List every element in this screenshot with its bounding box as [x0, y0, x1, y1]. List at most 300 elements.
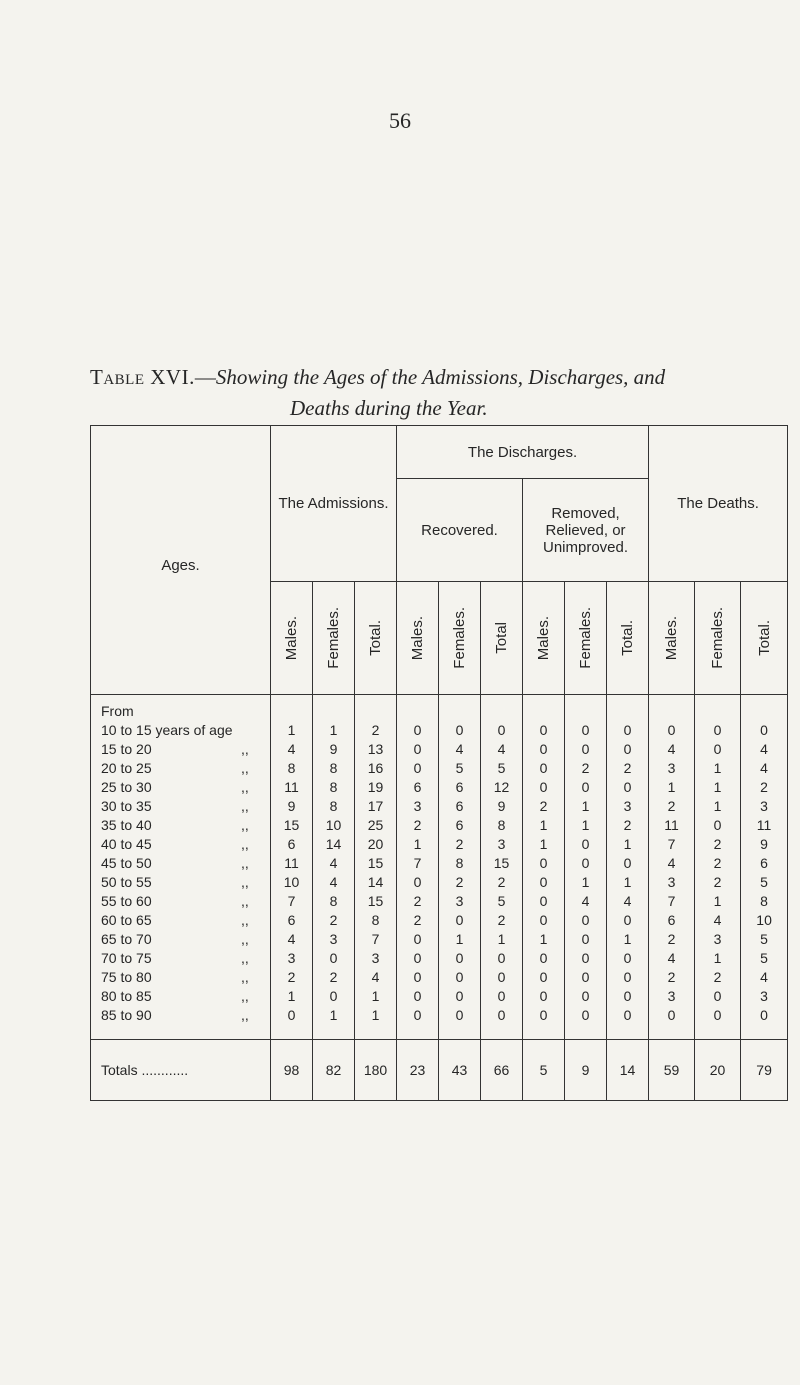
table-cell: 0: [523, 721, 565, 740]
table-cell: 0: [481, 721, 523, 740]
table-cell: 0: [313, 987, 355, 1006]
table-cell: 4: [481, 740, 523, 759]
table-row: [91, 816, 788, 835]
table-cell: 2: [313, 911, 355, 930]
header-admissions: The Admissions.: [271, 426, 397, 582]
age-range-cell: [91, 892, 271, 911]
table-row: [91, 721, 788, 740]
table-cell: 3: [271, 949, 313, 968]
table-cell: 0: [565, 911, 607, 930]
header-removed: Removed, Relieved, or Unimproved.: [523, 479, 649, 582]
age-range-cell: [91, 987, 271, 1006]
from-row: [91, 695, 788, 722]
table-cell: 9: [481, 797, 523, 816]
totals-row: [91, 1040, 788, 1101]
table-cell: 2: [397, 911, 439, 930]
table-cell: 8: [313, 759, 355, 778]
table-cell: 8: [439, 854, 481, 873]
header-row-columns: [91, 582, 788, 695]
age-range-cell: [91, 740, 271, 759]
table-cell: 0: [397, 930, 439, 949]
table-cell: 1: [695, 892, 741, 911]
table-cell: 1: [607, 873, 649, 892]
table-cell: 2: [271, 968, 313, 987]
table-cell: 1: [271, 721, 313, 740]
ditto-mark: ,,: [241, 874, 249, 890]
table-cell: 2: [523, 797, 565, 816]
table-cell: 0: [565, 930, 607, 949]
table-cell: 2: [695, 854, 741, 873]
table-cell: 0: [439, 721, 481, 740]
table-cell: 1: [271, 987, 313, 1006]
table-cell: 0: [695, 987, 741, 1006]
table-body: [91, 695, 788, 1101]
table-cell: 9: [741, 835, 788, 854]
totals-cell: 66: [481, 1040, 523, 1101]
ditto-mark: ,,: [241, 855, 249, 871]
age-range-label: 25 to 30: [101, 779, 152, 795]
table-cell: 1: [649, 778, 695, 797]
table-cell: 0: [313, 949, 355, 968]
totals-cell: 180: [355, 1040, 397, 1101]
table-cell: 1: [523, 835, 565, 854]
age-range-cell: [91, 949, 271, 968]
table-cell: 2: [695, 968, 741, 987]
table-row: [91, 778, 788, 797]
table-cell: 4: [649, 949, 695, 968]
ditto-mark: ,,: [241, 950, 249, 966]
table-cell: 11: [271, 854, 313, 873]
col-rec-total: Total: [493, 622, 510, 654]
header-deaths: The Deaths.: [649, 426, 788, 582]
age-range-cell: [91, 816, 271, 835]
age-range-label: 75 to 80: [101, 969, 152, 985]
table-caption-desc-line1: Showing the Ages of the Admissions, Discharges, and: [215, 365, 666, 389]
table-cell: 1: [695, 778, 741, 797]
table-cell: 0: [397, 1006, 439, 1025]
table-cell: 0: [607, 949, 649, 968]
table-row: [91, 949, 788, 968]
table-cell: 4: [313, 854, 355, 873]
table-cell: 4: [741, 759, 788, 778]
header-ages-spacer: [91, 582, 271, 695]
table-cell: 1: [607, 930, 649, 949]
table-cell: 0: [523, 987, 565, 1006]
table-cell: 2: [649, 797, 695, 816]
table-cell: 6: [649, 911, 695, 930]
col-rec-females: Females.: [451, 607, 468, 669]
table-cell: 6: [439, 797, 481, 816]
table-cell: 0: [397, 968, 439, 987]
table-cell: 7: [271, 892, 313, 911]
table-cell: 7: [397, 854, 439, 873]
col-rem-males: Males.: [535, 615, 552, 661]
table-cell: 10: [271, 873, 313, 892]
table-cell: 0: [439, 987, 481, 1006]
table-cell: 1: [439, 930, 481, 949]
table-cell: 8: [741, 892, 788, 911]
table-cell: 1: [565, 873, 607, 892]
table-cell: 0: [439, 968, 481, 987]
table-cell: 4: [695, 911, 741, 930]
table-cell: 2: [439, 835, 481, 854]
ditto-mark: ,,: [241, 741, 249, 757]
table-cell: 2: [649, 930, 695, 949]
table-cell: 0: [439, 1006, 481, 1025]
age-range-label: 85 to 90: [101, 1007, 152, 1023]
table-cell: 8: [355, 911, 397, 930]
age-range-label: 20 to 25: [101, 760, 152, 776]
table-caption-lead: Table XVI.: [90, 365, 195, 389]
ditto-mark: ,,: [241, 893, 249, 909]
table-cell: 0: [397, 721, 439, 740]
table-cell: 11: [649, 816, 695, 835]
table-cell: 0: [565, 740, 607, 759]
table-cell: 1: [397, 835, 439, 854]
age-range-cell: [91, 968, 271, 987]
table-cell: 6: [397, 778, 439, 797]
table-cell: 0: [607, 911, 649, 930]
table-cell: 0: [397, 740, 439, 759]
table-cell: 2: [313, 968, 355, 987]
table-cell: 2: [565, 759, 607, 778]
table-cell: 2: [397, 816, 439, 835]
table-cell: 15: [355, 854, 397, 873]
col-dea-males: Males.: [663, 615, 681, 661]
table-cell: 0: [523, 740, 565, 759]
table-cell: 12: [481, 778, 523, 797]
table-cell: 2: [439, 873, 481, 892]
age-range-label: 35 to 40: [101, 817, 152, 833]
table-cell: 3: [695, 930, 741, 949]
age-range-cell: [91, 911, 271, 930]
table-cell: 5: [481, 759, 523, 778]
table-cell: 3: [607, 797, 649, 816]
col-rec-males: Males.: [409, 615, 426, 661]
from-label: From: [91, 695, 271, 722]
totals-cell: 98: [271, 1040, 313, 1101]
table-cell: 4: [565, 892, 607, 911]
ditto-mark: ,,: [241, 779, 249, 795]
table-cell: 0: [523, 949, 565, 968]
table-cell: 0: [439, 949, 481, 968]
table-cell: 15: [481, 854, 523, 873]
table-cell: 0: [565, 968, 607, 987]
table-cell: 4: [271, 740, 313, 759]
table-cell: 4: [607, 892, 649, 911]
table-cell: 0: [607, 854, 649, 873]
table-cell: 1: [695, 759, 741, 778]
table-cell: 11: [741, 816, 788, 835]
table-cell: 5: [439, 759, 481, 778]
table-cell: 1: [565, 816, 607, 835]
table-cell: 2: [607, 816, 649, 835]
table-cell: 2: [695, 835, 741, 854]
totals-cell: 23: [397, 1040, 439, 1101]
table-cell: 15: [271, 816, 313, 835]
table-cell: 0: [565, 987, 607, 1006]
col-dea-females: Females.: [709, 607, 727, 669]
table-cell: 9: [271, 797, 313, 816]
col-rem-total: Total.: [619, 620, 637, 656]
table-cell: 1: [523, 816, 565, 835]
header-ages: Ages.: [91, 426, 271, 582]
age-range-label: 45 to 50: [101, 855, 152, 871]
table-cell: 0: [565, 854, 607, 873]
table-cell: 8: [481, 816, 523, 835]
table-cell: 3: [397, 797, 439, 816]
table-cell: 0: [481, 949, 523, 968]
table-cell: 0: [523, 911, 565, 930]
age-range-cell: [91, 778, 271, 797]
table-cell: 4: [313, 873, 355, 892]
table-cell: 0: [649, 1006, 695, 1025]
totals-cell: 79: [741, 1040, 788, 1101]
table-cell: 5: [741, 873, 788, 892]
table-cell: 6: [741, 854, 788, 873]
table-cell: 2: [481, 873, 523, 892]
table-cell: 7: [355, 930, 397, 949]
totals-cell: 5: [523, 1040, 565, 1101]
table-cell: 0: [523, 1006, 565, 1025]
age-range-cell: [91, 873, 271, 892]
table-row: [91, 873, 788, 892]
table-cell: 2: [481, 911, 523, 930]
table-cell: 14: [313, 835, 355, 854]
table-cell: 2: [649, 968, 695, 987]
table-caption-dash: —: [194, 365, 216, 389]
table-row: [91, 854, 788, 873]
table-cell: 6: [271, 911, 313, 930]
table-cell: 0: [741, 1006, 788, 1025]
table-cell: 1: [313, 1006, 355, 1025]
totals-cell: 82: [313, 1040, 355, 1101]
ditto-mark: ,,: [241, 836, 249, 852]
table-cell: 10: [313, 816, 355, 835]
table-cell: 17: [355, 797, 397, 816]
table-cell: 5: [741, 930, 788, 949]
table-cell: 0: [271, 1006, 313, 1025]
table-row: [91, 968, 788, 987]
age-range-label: 30 to 35: [101, 798, 152, 814]
table-cell: 0: [523, 968, 565, 987]
table-cell: 0: [695, 1006, 741, 1025]
table-cell: 3: [649, 987, 695, 1006]
table-row: [91, 911, 788, 930]
table-cell: 20: [355, 835, 397, 854]
table-cell: 3: [649, 759, 695, 778]
table-cell: 13: [355, 740, 397, 759]
table-cell: 3: [439, 892, 481, 911]
table-cell: 14: [355, 873, 397, 892]
table-cell: 9: [313, 740, 355, 759]
table-cell: 0: [565, 1006, 607, 1025]
table-cell: 6: [271, 835, 313, 854]
table-cell: 2: [741, 778, 788, 797]
table-cell: 0: [695, 721, 741, 740]
table-cell: 0: [565, 778, 607, 797]
age-range-cell: [91, 835, 271, 854]
table-cell: 0: [523, 778, 565, 797]
table-cell: 0: [481, 1006, 523, 1025]
table-cell: 0: [607, 987, 649, 1006]
table-cell: 0: [523, 759, 565, 778]
table-cell: 0: [481, 968, 523, 987]
table-cell: 0: [523, 892, 565, 911]
age-range-label: 10 to 15 years of age: [101, 722, 233, 738]
ditto-mark: ,,: [241, 969, 249, 985]
table-cell: 2: [695, 873, 741, 892]
col-adm-total: Total.: [367, 620, 384, 656]
ditto-mark: ,,: [241, 1007, 249, 1023]
table-cell: 5: [481, 892, 523, 911]
table-cell: 8: [271, 759, 313, 778]
table-row: [91, 835, 788, 854]
header-row-groups: [91, 426, 788, 479]
table-cell: 15: [355, 892, 397, 911]
table-caption-desc-line2: Deaths during the Year.: [290, 396, 488, 420]
table-cell: 1: [355, 987, 397, 1006]
totals-cell: 59: [649, 1040, 695, 1101]
table-row: [91, 930, 788, 949]
table-row: [91, 759, 788, 778]
table-cell: 25: [355, 816, 397, 835]
totals-label: Totals ............: [91, 1040, 271, 1101]
table-cell: 1: [695, 797, 741, 816]
table-cell: 0: [741, 721, 788, 740]
table-cell: 19: [355, 778, 397, 797]
table-caption: [90, 362, 780, 424]
age-range-label: 50 to 55: [101, 874, 152, 890]
table-cell: 0: [695, 816, 741, 835]
table-cell: 3: [313, 930, 355, 949]
col-adm-females: Females.: [325, 607, 342, 669]
table-cell: 8: [313, 892, 355, 911]
age-range-cell: [91, 759, 271, 778]
table-cell: 3: [741, 797, 788, 816]
ditto-mark: ,,: [241, 931, 249, 947]
totals-cell: 14: [607, 1040, 649, 1101]
table-cell: 0: [481, 987, 523, 1006]
ditto-mark: ,,: [241, 798, 249, 814]
col-dea-total: Total.: [755, 620, 773, 656]
table-cell: 1: [313, 721, 355, 740]
table-cell: 0: [695, 740, 741, 759]
table-row: [91, 987, 788, 1006]
age-range-label: 60 to 65: [101, 912, 152, 928]
table-cell: 2: [397, 892, 439, 911]
totals-cell: 20: [695, 1040, 741, 1101]
table-cell: 3: [649, 873, 695, 892]
age-range-label: 40 to 45: [101, 836, 152, 852]
table-cell: 4: [439, 740, 481, 759]
table-cell: 7: [649, 892, 695, 911]
table-row: [91, 1006, 788, 1025]
table-cell: 0: [397, 987, 439, 1006]
table-cell: 3: [741, 987, 788, 1006]
table-cell: 4: [271, 930, 313, 949]
table-cell: 1: [523, 930, 565, 949]
table-cell: 8: [313, 797, 355, 816]
col-adm-males: Males.: [283, 615, 300, 661]
table-cell: 0: [607, 1006, 649, 1025]
table-cell: 16: [355, 759, 397, 778]
spacer-row: [91, 1025, 788, 1040]
table-row: [91, 740, 788, 759]
totals-cell: 43: [439, 1040, 481, 1101]
age-range-label: 55 to 60: [101, 893, 152, 909]
table-cell: 1: [565, 797, 607, 816]
table-cell: 0: [523, 854, 565, 873]
table-cell: 4: [649, 854, 695, 873]
table-cell: 2: [355, 721, 397, 740]
table-cell: 0: [649, 721, 695, 740]
header-recovered: Recovered.: [397, 479, 523, 582]
table-cell: 6: [439, 778, 481, 797]
table-cell: 7: [649, 835, 695, 854]
age-range-label: 70 to 75: [101, 950, 152, 966]
table-cell: 4: [355, 968, 397, 987]
ditto-mark: ,,: [241, 912, 249, 928]
table-cell: 3: [355, 949, 397, 968]
table-cell: 10: [741, 911, 788, 930]
table-cell: 0: [439, 911, 481, 930]
table-cell: 1: [481, 930, 523, 949]
age-range-label: 80 to 85: [101, 988, 152, 1004]
statistics-table: [90, 425, 788, 1101]
table-cell: 8: [313, 778, 355, 797]
ditto-mark: ,,: [241, 988, 249, 1004]
table-cell: 6: [439, 816, 481, 835]
table-cell: 4: [741, 740, 788, 759]
ditto-mark: ,,: [241, 817, 249, 833]
col-rem-females: Females.: [577, 607, 594, 669]
ditto-mark: ,,: [241, 760, 249, 776]
table-cell: 1: [695, 949, 741, 968]
table-cell: 0: [565, 835, 607, 854]
age-range-cell: [91, 1006, 271, 1025]
table-cell: 3: [481, 835, 523, 854]
table-cell: 0: [607, 721, 649, 740]
table-cell: 1: [607, 835, 649, 854]
table-cell: 0: [607, 778, 649, 797]
totals-cell: 9: [565, 1040, 607, 1101]
table-cell: 0: [565, 721, 607, 740]
table-cell: 1: [355, 1006, 397, 1025]
page-number: 56: [389, 108, 411, 133]
table-cell: 11: [271, 778, 313, 797]
table-cell: 0: [565, 949, 607, 968]
age-range-cell: [91, 797, 271, 816]
age-range-cell: [91, 721, 271, 740]
table-cell: 0: [607, 740, 649, 759]
table-cell: 0: [397, 759, 439, 778]
age-range-label: 65 to 70: [101, 931, 152, 947]
age-range-cell: [91, 930, 271, 949]
age-range-label: 15 to 20: [101, 741, 152, 757]
table-cell: 0: [397, 949, 439, 968]
table-row: [91, 892, 788, 911]
table-cell: 5: [741, 949, 788, 968]
table-cell: 2: [607, 759, 649, 778]
table-cell: 4: [649, 740, 695, 759]
table-cell: 0: [397, 873, 439, 892]
age-range-cell: [91, 854, 271, 873]
table-cell: 0: [523, 873, 565, 892]
table-cell: 4: [741, 968, 788, 987]
header-discharges: The Discharges.: [397, 426, 649, 479]
table-cell: 0: [607, 968, 649, 987]
